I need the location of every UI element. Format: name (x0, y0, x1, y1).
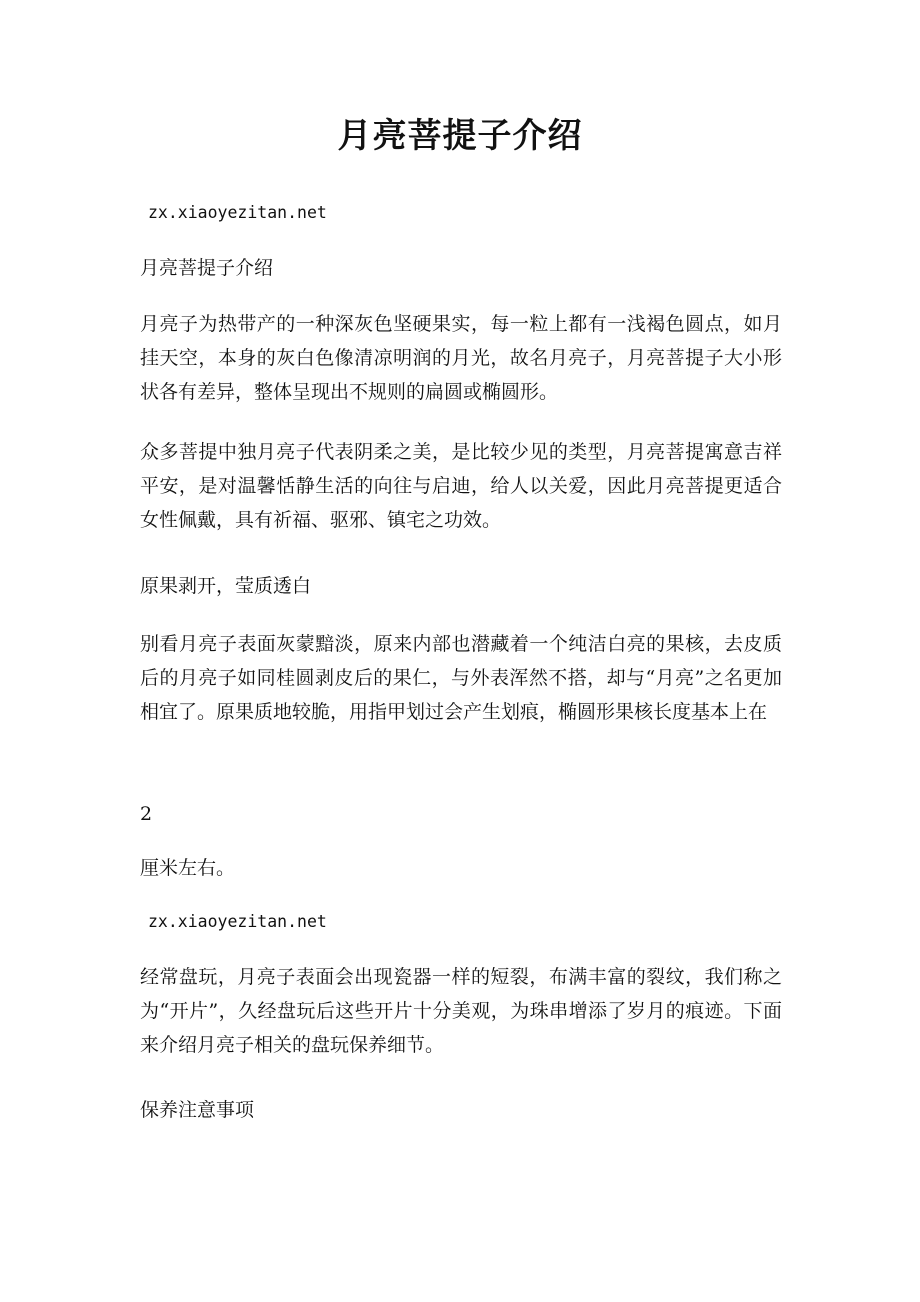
intro-heading: 月亮菩提子介绍 (140, 257, 274, 279)
section-heading-peeled: 原果剥开，莹质透白 (140, 575, 312, 597)
paragraph-kernel: 别看月亮子表面灰蒙黯淡，原来内部也潜藏着一个纯洁白亮的果核，去皮质后的月亮子如同桂圆剥皮后的果仁，与外表浑然不搭，却与“月亮”之名更加相宜了。原果质地较脆，用指甲划过会产生划痕，椭圆形果核长度基本上在 (140, 633, 782, 723)
kernel-size-number: 2 (140, 803, 153, 825)
section-heading-care: 保养注意事项 (140, 1099, 255, 1121)
paragraph-description: 月亮子为热带产的一种深灰色坚硬果实，每一粒上都有一浅褐色圆点，如月挂天空，本身的灰白色像清凉明润的月光，故名月亮子，月亮菩提子大小形状各有差异，整体呈现出不规则的扁圆或椭圆形。 (140, 313, 782, 403)
source-url-top: zx.xiaoyezitan.net (148, 203, 327, 222)
paragraph-meaning: 众多菩提中独月亮子代表阴柔之美，是比较少见的类型，月亮菩提寓意吉祥平安，是对温馨恬静生活的向往与启迪，给人以关爱，因此月亮菩提更适合女性佩戴，具有祈福、驱邪、镇宅之功效。 (140, 441, 782, 531)
page-title: 月亮菩提子介绍 (337, 116, 583, 156)
kernel-size-unit: 厘米左右。 (140, 857, 236, 879)
source-url-mid: zx.xiaoyezitan.net (148, 912, 327, 931)
paragraph-crackle: 经常盘玩，月亮子表面会出现瓷器一样的短裂，布满丰富的裂纹，我们称之为“开片”，久经盘玩后这些开片十分美观，为珠串增添了岁月的痕迹。下面来介绍月亮子相关的盘玩保养细节。 (140, 966, 782, 1056)
